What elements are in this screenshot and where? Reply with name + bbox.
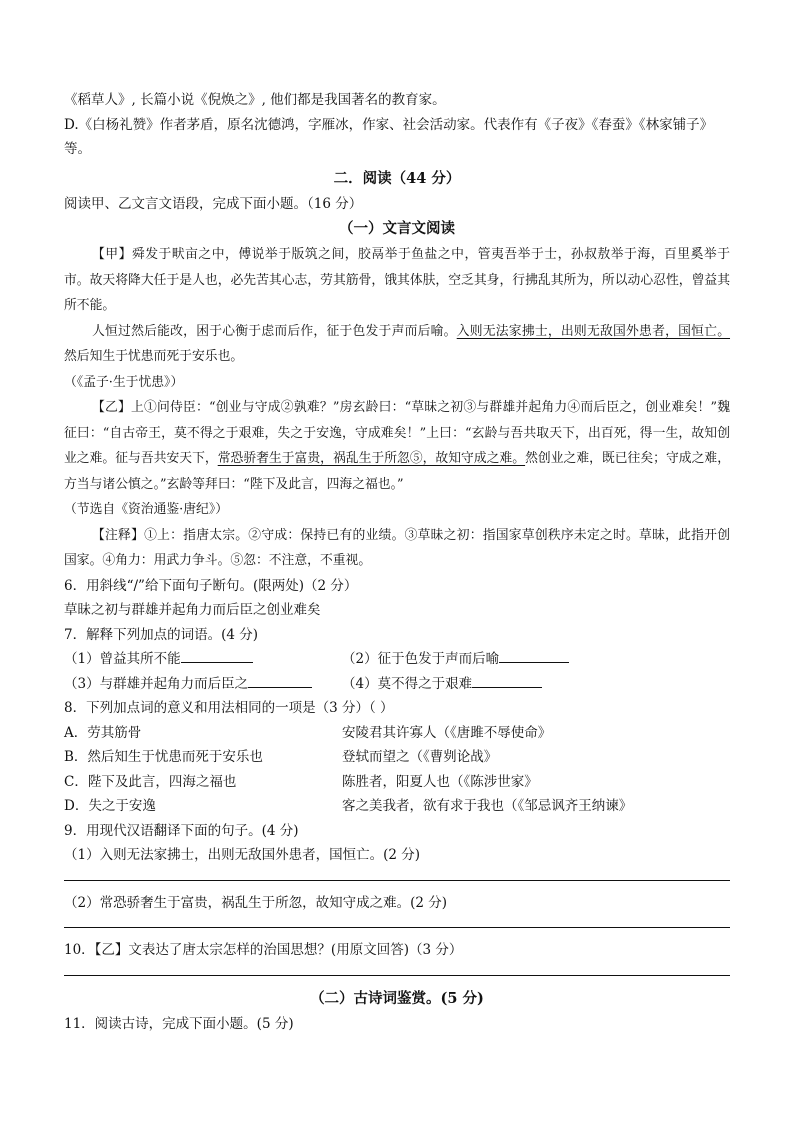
question-8-option[interactable] xyxy=(64,794,730,819)
intro-line: 《稻草人》, 长篇小说《倪焕之》, 他们都是我国著名的教育家。 xyxy=(64,92,446,108)
question-7-row xyxy=(64,672,730,697)
question-11: 11．阅读古诗，完成下面小题。(5 分) xyxy=(64,1015,294,1032)
underlined-sentence: 常恐骄奢生于富贵，祸乱生于所忽⑤，故知守成之难。 xyxy=(217,451,526,466)
question-7-item: （2）征于色发于声而后喻 xyxy=(342,651,500,667)
option-left: B．然后知生于忧患而死于安乐也 xyxy=(64,749,263,765)
question-9-item-1: （1）入则无法家拂士，出则无敌国外患者，国恒亡。(2 分) xyxy=(64,847,421,863)
question-7-item: （4）莫不得之于艰难 xyxy=(342,675,473,692)
question-7-item: （3）与群雄并起角力而后臣之 xyxy=(64,675,249,692)
question-8: 8．下列加点词的意义和用法相同的一项是（3 分）（ ） xyxy=(64,700,394,716)
passage-yi xyxy=(64,395,730,497)
exam-page xyxy=(64,88,730,1036)
source-citation: （《孟子·生于忧患》） xyxy=(64,374,184,390)
passage-yi-end: 然创业之难，既已往矣；守成之难，方当与诸公慎之。”玄龄等拜曰：“陛下及此言，四海之福也。” xyxy=(64,451,731,492)
reading-intro: 阅读甲、乙文言文语段，完成下面小题。（16 分） xyxy=(64,195,363,212)
answer-blank[interactable] xyxy=(472,672,542,688)
section-title: 二．阅读（44 分） xyxy=(333,169,461,187)
option-left: D．失之于安逸 xyxy=(64,798,156,814)
option-right: 客之美我者，欲有求于我也（《邹忌讽齐王纳谏》 xyxy=(342,798,633,814)
option-left: C．陛下及此言，四海之福也 xyxy=(64,773,237,790)
option-right: 登轼而望之（《曹刿论战》 xyxy=(342,749,498,765)
passage-jia-p2-end: 然后知生于忧患而死于安乐也。 xyxy=(64,349,244,364)
option-right: 陈胜者，阳夏人也（《陈涉世家》 xyxy=(342,773,538,790)
passage-yi-text: 【乙】上①问侍臣：“创业与守成②孰难？”房玄龄曰：“草昧之初③与群雄并起角力④而后臣之，创业难矣！”魏征曰：“自古帝王，莫不得之于艰难，失之于安逸，守成难矣！”上曰：“玄龄与吾共取天下，出百死，得一生，故知创业之难。征与吾共安天下， xyxy=(64,400,730,466)
question-7-row xyxy=(64,647,730,672)
question-8-option[interactable] xyxy=(64,770,730,795)
answer-line[interactable] xyxy=(64,963,730,976)
question-7-item: （1）曾益其所不能 xyxy=(64,651,181,667)
passage-jia-p1: 【甲】舜发于畎亩之中，傅说举于版筑之间，胶鬲举于鱼盐之中，管夷吾举于士，孙叔敖举于海，百里奚举于市。故天将降大任于是人也，必先苦其心志，劳其筋骨，饿其体肤，空乏其身，行拂乱其所为，所以动心忍性，曾益其所不能。 xyxy=(64,247,730,313)
answer-blank[interactable] xyxy=(181,647,253,663)
passage-jia-p2-text: 人恒过然后能改，困于心衡于虑而后作，征于色发于声而后喻。 xyxy=(92,323,457,339)
passage-jia-p2 xyxy=(64,319,730,370)
option-right: 安陵君其许寡人（《唐雎不辱使命》 xyxy=(342,724,552,741)
question-8-option[interactable] xyxy=(64,745,730,770)
question-9-item-2: （2）常恐骄奢生于富贵，祸乱生于所忽，故知守成之难。(2 分) xyxy=(64,894,448,911)
question-9: 9．用现代汉语翻译下面的句子。(4 分) xyxy=(64,822,299,839)
source-citation: （节选自《资治通鉴·唐纪》） xyxy=(64,502,229,517)
annotations: 【注释】①上：指唐太宗。②守成：保持已有的业绩。③草昧之初：指国家草创秩序未定之时。草昧，此指开创国家。④角力：用武力争斗。⑤忽：不注意，不重视。 xyxy=(64,527,730,568)
question-6-sentence: 草昧之初与群雄并起角力而后臣之创业难矣 xyxy=(64,602,321,618)
question-10: 10．【乙】文表达了唐太宗怎样的治国思想？(用原文回答)（3 分） xyxy=(64,942,463,958)
answer-blank[interactable] xyxy=(499,647,569,663)
answer-line[interactable] xyxy=(64,915,730,928)
underlined-sentence: 入则无法家拂士，出则无敌国外患者，国恒亡。 xyxy=(456,323,731,339)
answer-blank[interactable] xyxy=(248,672,312,688)
question-8-option[interactable] xyxy=(64,721,730,746)
poem-section-title: （二）古诗词鉴赏。(5 分) xyxy=(310,989,484,1007)
answer-line[interactable] xyxy=(64,868,730,881)
question-7: 7．解释下列加点的词语。(4 分) xyxy=(64,626,259,643)
option-d-text: D.《白杨礼赞》作者茅盾，原名沈德鸿，字雁冰，作家、社会活动家。代表作有《子夜》《春蚕》《林家铺子》等。 xyxy=(64,116,714,157)
question-6: 6．用斜线“/”给下面句子断句。(限两处)（2 分） xyxy=(64,577,358,594)
option-left: A．劳其筋骨 xyxy=(64,724,142,741)
subsection-title: （一）文言文阅读 xyxy=(339,220,455,237)
